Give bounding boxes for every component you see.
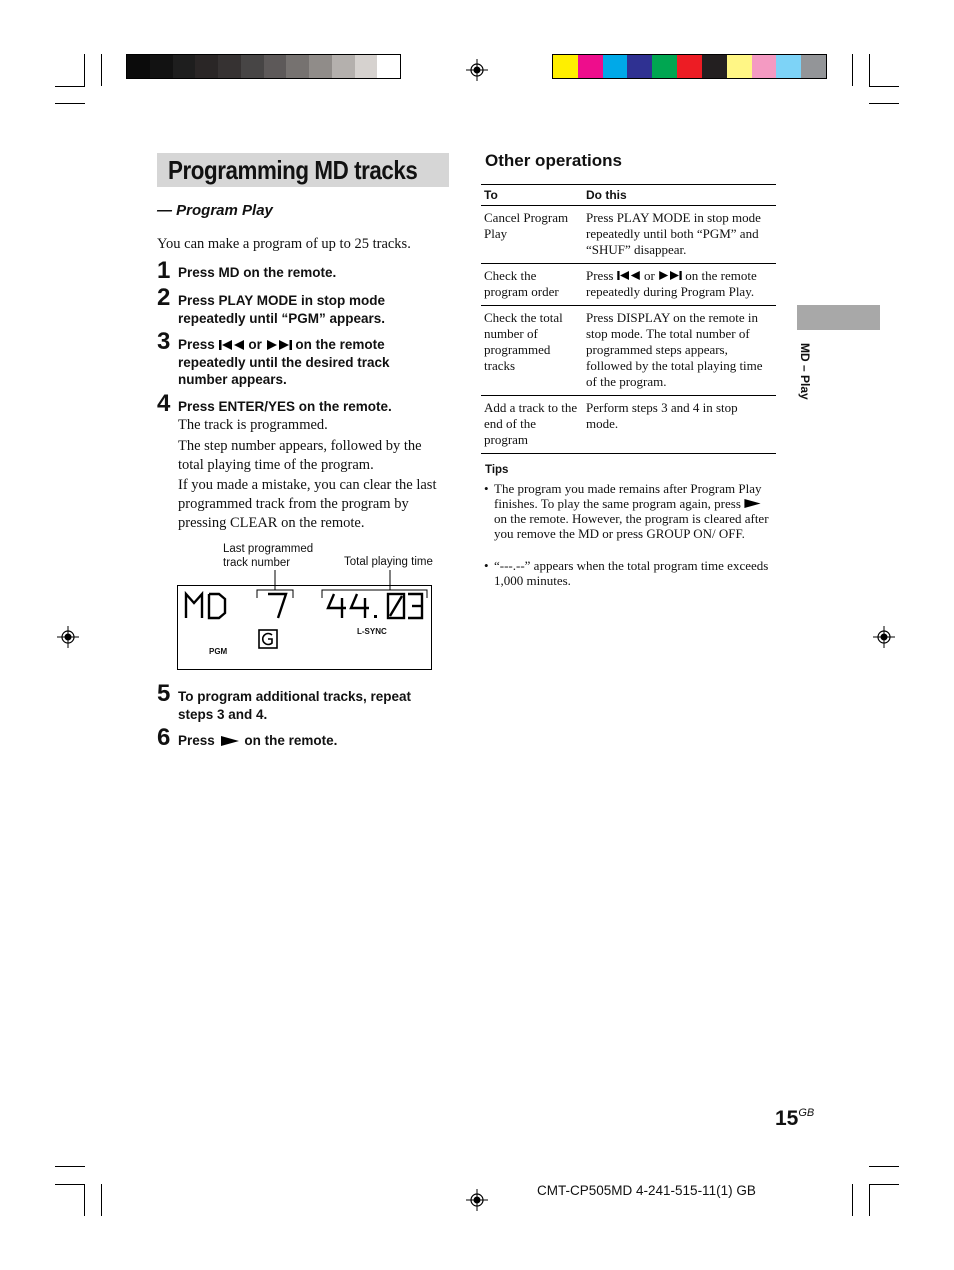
crop-mark [84, 54, 85, 86]
crop-mark [869, 1184, 870, 1216]
column-header-do-this: Do this [583, 185, 776, 206]
crop-mark [869, 1166, 899, 1167]
tip-text-part: on the remote. However, the program is cleared after you remove the MD or press GROUP ON/ OFF. [494, 511, 769, 541]
step-number: 5 [157, 680, 171, 707]
pgm-indicator: PGM [209, 647, 228, 656]
calibration-swatch [652, 55, 677, 78]
table-row [481, 306, 776, 396]
tips-heading: Tips [485, 464, 509, 476]
step-number: 1 [157, 257, 171, 284]
step-instruction [178, 732, 440, 750]
calibration-swatch [727, 55, 752, 78]
calibration-swatch [776, 55, 801, 78]
play-icon [221, 736, 239, 746]
step-text-part: Press [178, 733, 215, 748]
step-detail: The track is programmed. [178, 417, 328, 433]
step-number: 6 [157, 724, 171, 751]
calibration-swatch [355, 55, 378, 78]
table-cell-to: Check the total number of programmed tracks [481, 306, 583, 396]
crop-mark [852, 1184, 853, 1216]
table-cell-to: Check the program order [481, 264, 583, 306]
step-text-part: or [248, 337, 262, 352]
crop-mark [869, 86, 899, 87]
calibration-swatch [127, 55, 150, 78]
crop-mark [55, 103, 85, 104]
registration-mark-icon [873, 626, 895, 648]
calibration-swatch [173, 55, 196, 78]
crop-mark [869, 54, 870, 86]
crop-mark [869, 103, 899, 104]
next-track-icon [658, 271, 682, 280]
tip-text: “---.--” appears when the total program time exceeds 1,000 minutes. [494, 558, 769, 588]
calibration-swatch [218, 55, 241, 78]
page-number-suffix: GB [798, 1107, 815, 1119]
cell-text-part: or [643, 268, 655, 283]
next-track-icon [266, 340, 292, 350]
crop-mark [101, 54, 102, 86]
table-cell-do: Press DISPLAY on the remote in stop mode. The total number of programmed steps appears, followed by the total playing time of the program. [583, 306, 776, 396]
other-operations-table [481, 184, 776, 454]
table-cell-to: Add a track to the end of the program [481, 396, 583, 454]
crop-mark [55, 1166, 85, 1167]
grayscale-calibration-bar [126, 54, 401, 79]
tip-text [494, 481, 776, 541]
tip-item [484, 558, 776, 588]
step-detail: If you made a mistake, you can clear the last programmed track from the program by pressing CLEAR on the remote. [178, 477, 437, 531]
crop-mark [101, 1184, 102, 1216]
section-label [798, 343, 818, 423]
page-number [775, 1107, 814, 1131]
color-calibration-bar [552, 54, 827, 79]
table-row [481, 206, 776, 264]
step-text-part: on the remote repeatedly until the desired track number appears. [178, 337, 390, 387]
section-tab [797, 305, 880, 330]
calibration-swatch [241, 55, 264, 78]
step-instruction [178, 336, 440, 389]
step-instruction: Press ENTER/YES on the remote. [178, 399, 392, 414]
callout-line: Last programmed [223, 543, 314, 555]
crop-mark [852, 54, 853, 86]
crop-mark [869, 1184, 899, 1185]
calibration-swatch [286, 55, 309, 78]
step-instruction: Press PLAY MODE in stop mode repeatedly until “PGM” appears. [178, 293, 386, 326]
bullet: • [484, 481, 489, 496]
registration-mark-icon [57, 626, 79, 648]
calibration-swatch [801, 55, 826, 78]
cell-text-part: on the remote repeatedly during Program Play. [586, 268, 757, 299]
intro-text: You can make a program of up to 25 tracks. [157, 236, 411, 252]
step-number: 4 [157, 390, 171, 417]
tip-text-part: The program you made remains after Program Play finishes. To play the same program again, press [494, 481, 762, 511]
table-cell-do [583, 264, 776, 306]
registration-mark-icon [466, 59, 488, 81]
registration-mark-icon [466, 1189, 488, 1211]
table-header-row [481, 185, 776, 206]
step-detail: The step number appears, followed by the total playing time of the program. [178, 438, 422, 473]
column-header-to: To [481, 185, 583, 206]
calibration-swatch [309, 55, 332, 78]
crop-mark [55, 1184, 85, 1185]
footer-model-code: CMT-CP505MD 4-241-515-11(1) GB [537, 1183, 756, 1198]
callout-track-number [223, 542, 313, 570]
other-operations-heading: Other operations [485, 151, 622, 170]
calibration-swatch [578, 55, 603, 78]
table-row [481, 264, 776, 306]
calibration-swatch [603, 55, 628, 78]
calibration-swatch [377, 55, 400, 78]
calibration-swatch [150, 55, 173, 78]
lsync-indicator: L-SYNC [357, 627, 387, 636]
calibration-swatch [553, 55, 578, 78]
previous-track-icon [219, 340, 245, 350]
step-number: 3 [157, 328, 171, 355]
calibration-swatch [627, 55, 652, 78]
bullet: • [484, 558, 489, 573]
page-number-value: 15 [775, 1107, 799, 1130]
cell-text-part: Press [586, 268, 614, 283]
step-number: 2 [157, 284, 171, 311]
calibration-swatch [332, 55, 355, 78]
calibration-swatch [264, 55, 287, 78]
previous-track-icon [617, 271, 641, 280]
page-subtitle: — Program Play [157, 202, 273, 219]
table-cell-do: Perform steps 3 and 4 in stop mode. [583, 396, 776, 454]
callout-total-time: Total playing time [344, 556, 433, 568]
table-row [481, 396, 776, 454]
table-cell-do: Press PLAY MODE in stop mode repeatedly until both “PGM” and “SHUF” disappear. [583, 206, 776, 264]
step-instruction: To program additional tracks, repeat steps 3 and 4. [178, 689, 412, 722]
table-cell-to: Cancel Program Play [481, 206, 583, 264]
section-label-text: MD – Play [798, 343, 812, 400]
tip-item [484, 481, 776, 541]
play-icon [744, 499, 761, 508]
crop-mark [84, 1184, 85, 1216]
calibration-swatch [702, 55, 727, 78]
calibration-swatch [195, 55, 218, 78]
calibration-swatch [677, 55, 702, 78]
callout-line: track number [223, 557, 291, 569]
step-text-part: Press [178, 337, 215, 352]
step-text-part: on the remote. [244, 733, 338, 748]
calibration-swatch [752, 55, 777, 78]
step-instruction: Press MD on the remote. [178, 265, 337, 280]
crop-mark [55, 86, 85, 87]
page-title: Programming MD tracks [168, 155, 418, 185]
